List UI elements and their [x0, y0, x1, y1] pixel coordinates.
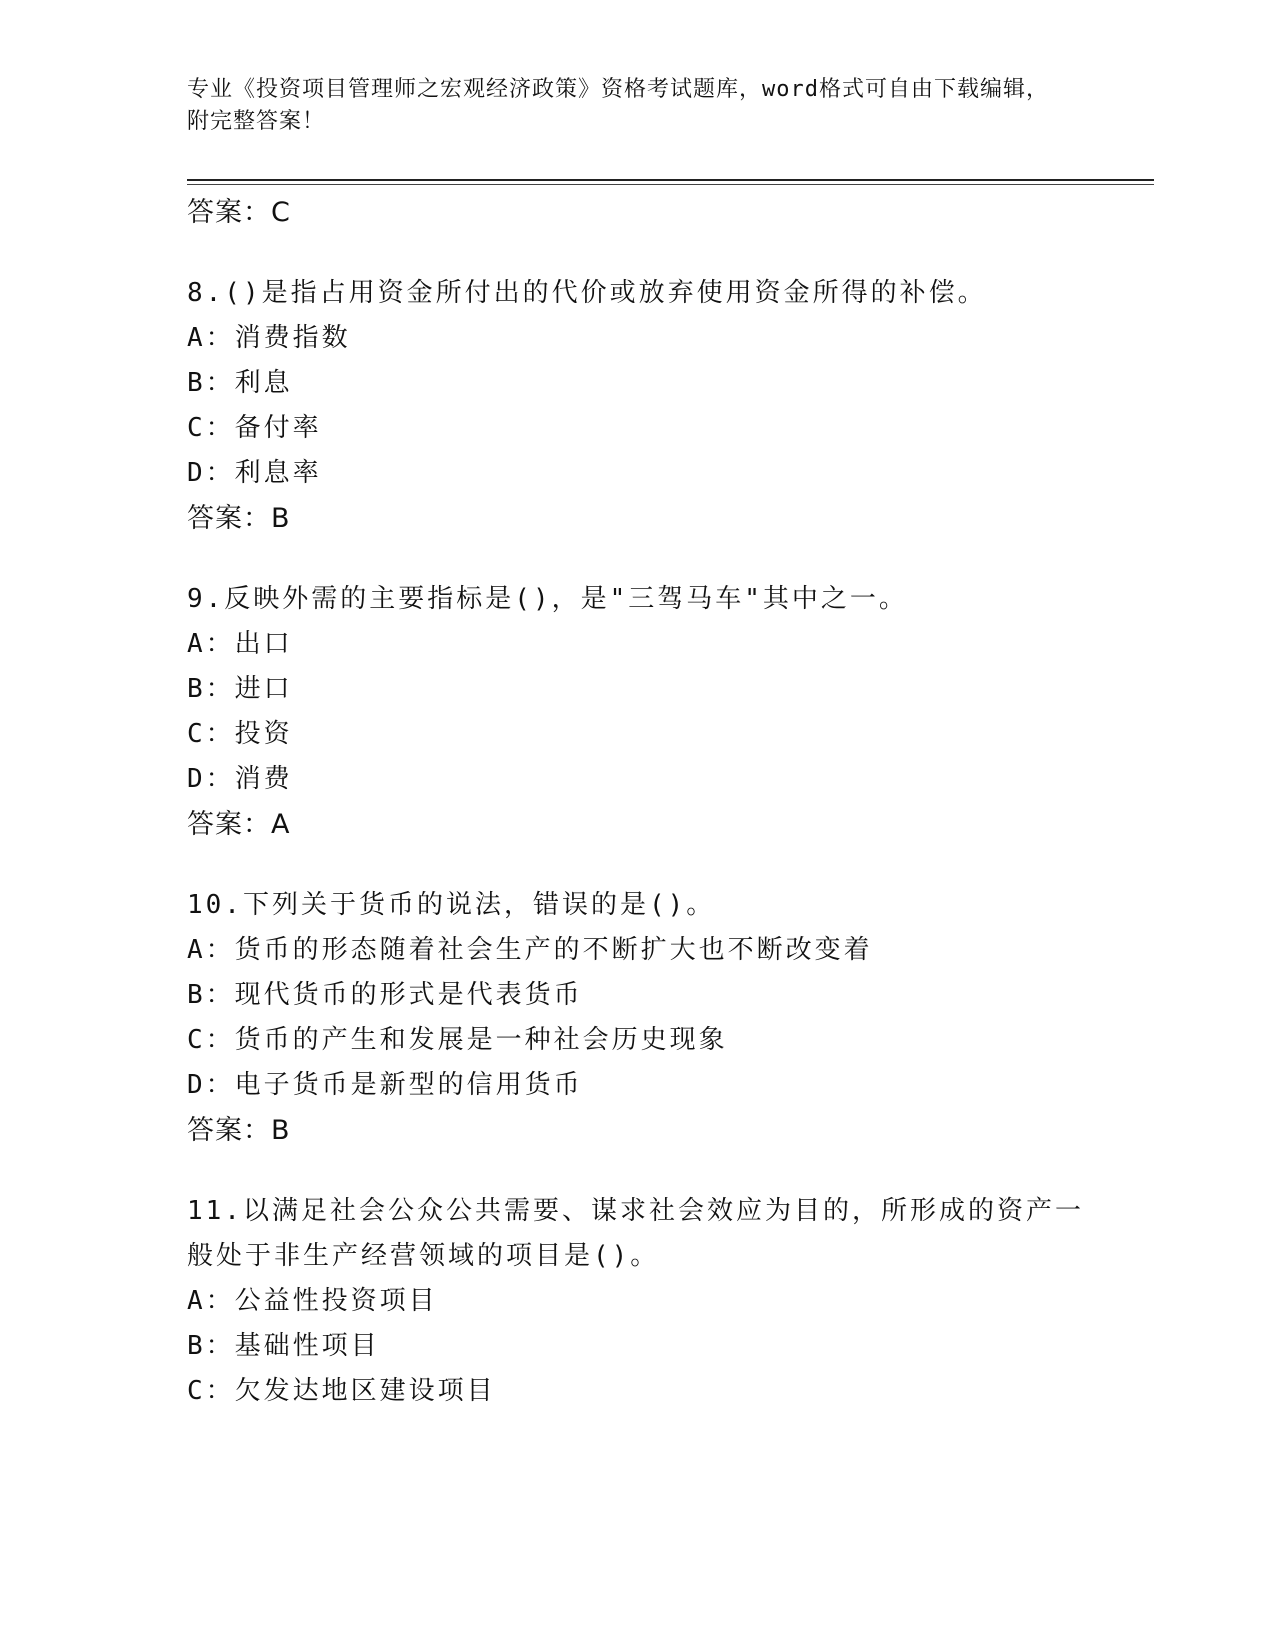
option-b: B：现代货币的形式是代表货币 [187, 980, 583, 1010]
option-a: A：消费指数 [187, 323, 351, 353]
question-11: 11.以满足社会公众公共需要、谋求社会效应为目的，所形成的资产一般处于非生产经营领域的项目是()。 [187, 1196, 1084, 1271]
option-c: C：备付率 [187, 413, 322, 443]
header-rule-thin [187, 184, 1154, 185]
answer-line: 答案：A [187, 809, 291, 840]
option-d: D：消费 [187, 764, 293, 794]
question-8: 8.()是指占用资金所付出的代价或放弃使用资金所得的补偿。 [187, 278, 987, 308]
option-b: B：进口 [187, 674, 293, 704]
option-b: B：基础性项目 [187, 1331, 380, 1361]
option-c: C：货币的产生和发展是一种社会历史现象 [187, 1025, 728, 1055]
document-header: 专业《投资项目管理师之宏观经济政策》资格考试题库，word格式可自由下载编辑，附完整答案！ [187, 77, 1049, 134]
option-c: C：投资 [187, 719, 293, 749]
question-10: 10.下列关于货币的说法，错误的是()。 [187, 890, 716, 920]
answer-line: 答案：B [187, 1115, 291, 1146]
option-b: B：利息 [187, 368, 293, 398]
option-a: A：出口 [187, 629, 293, 659]
answer-line: 答案：C [187, 197, 291, 228]
question-9: 9.反映外需的主要指标是()，是"三驾马车"其中之一。 [187, 584, 908, 614]
answer-line: 答案：B [187, 503, 291, 534]
option-a: A：货币的形态随着社会生产的不断扩大也不断改变着 [187, 935, 873, 965]
option-a: A：公益性投资项目 [187, 1286, 438, 1316]
option-d: D：利息率 [187, 458, 322, 488]
header-rule [187, 179, 1154, 181]
option-c: C：欠发达地区建设项目 [187, 1376, 496, 1406]
option-d: D：电子货币是新型的信用货币 [187, 1070, 583, 1100]
question-list [187, 190, 1087, 1414]
